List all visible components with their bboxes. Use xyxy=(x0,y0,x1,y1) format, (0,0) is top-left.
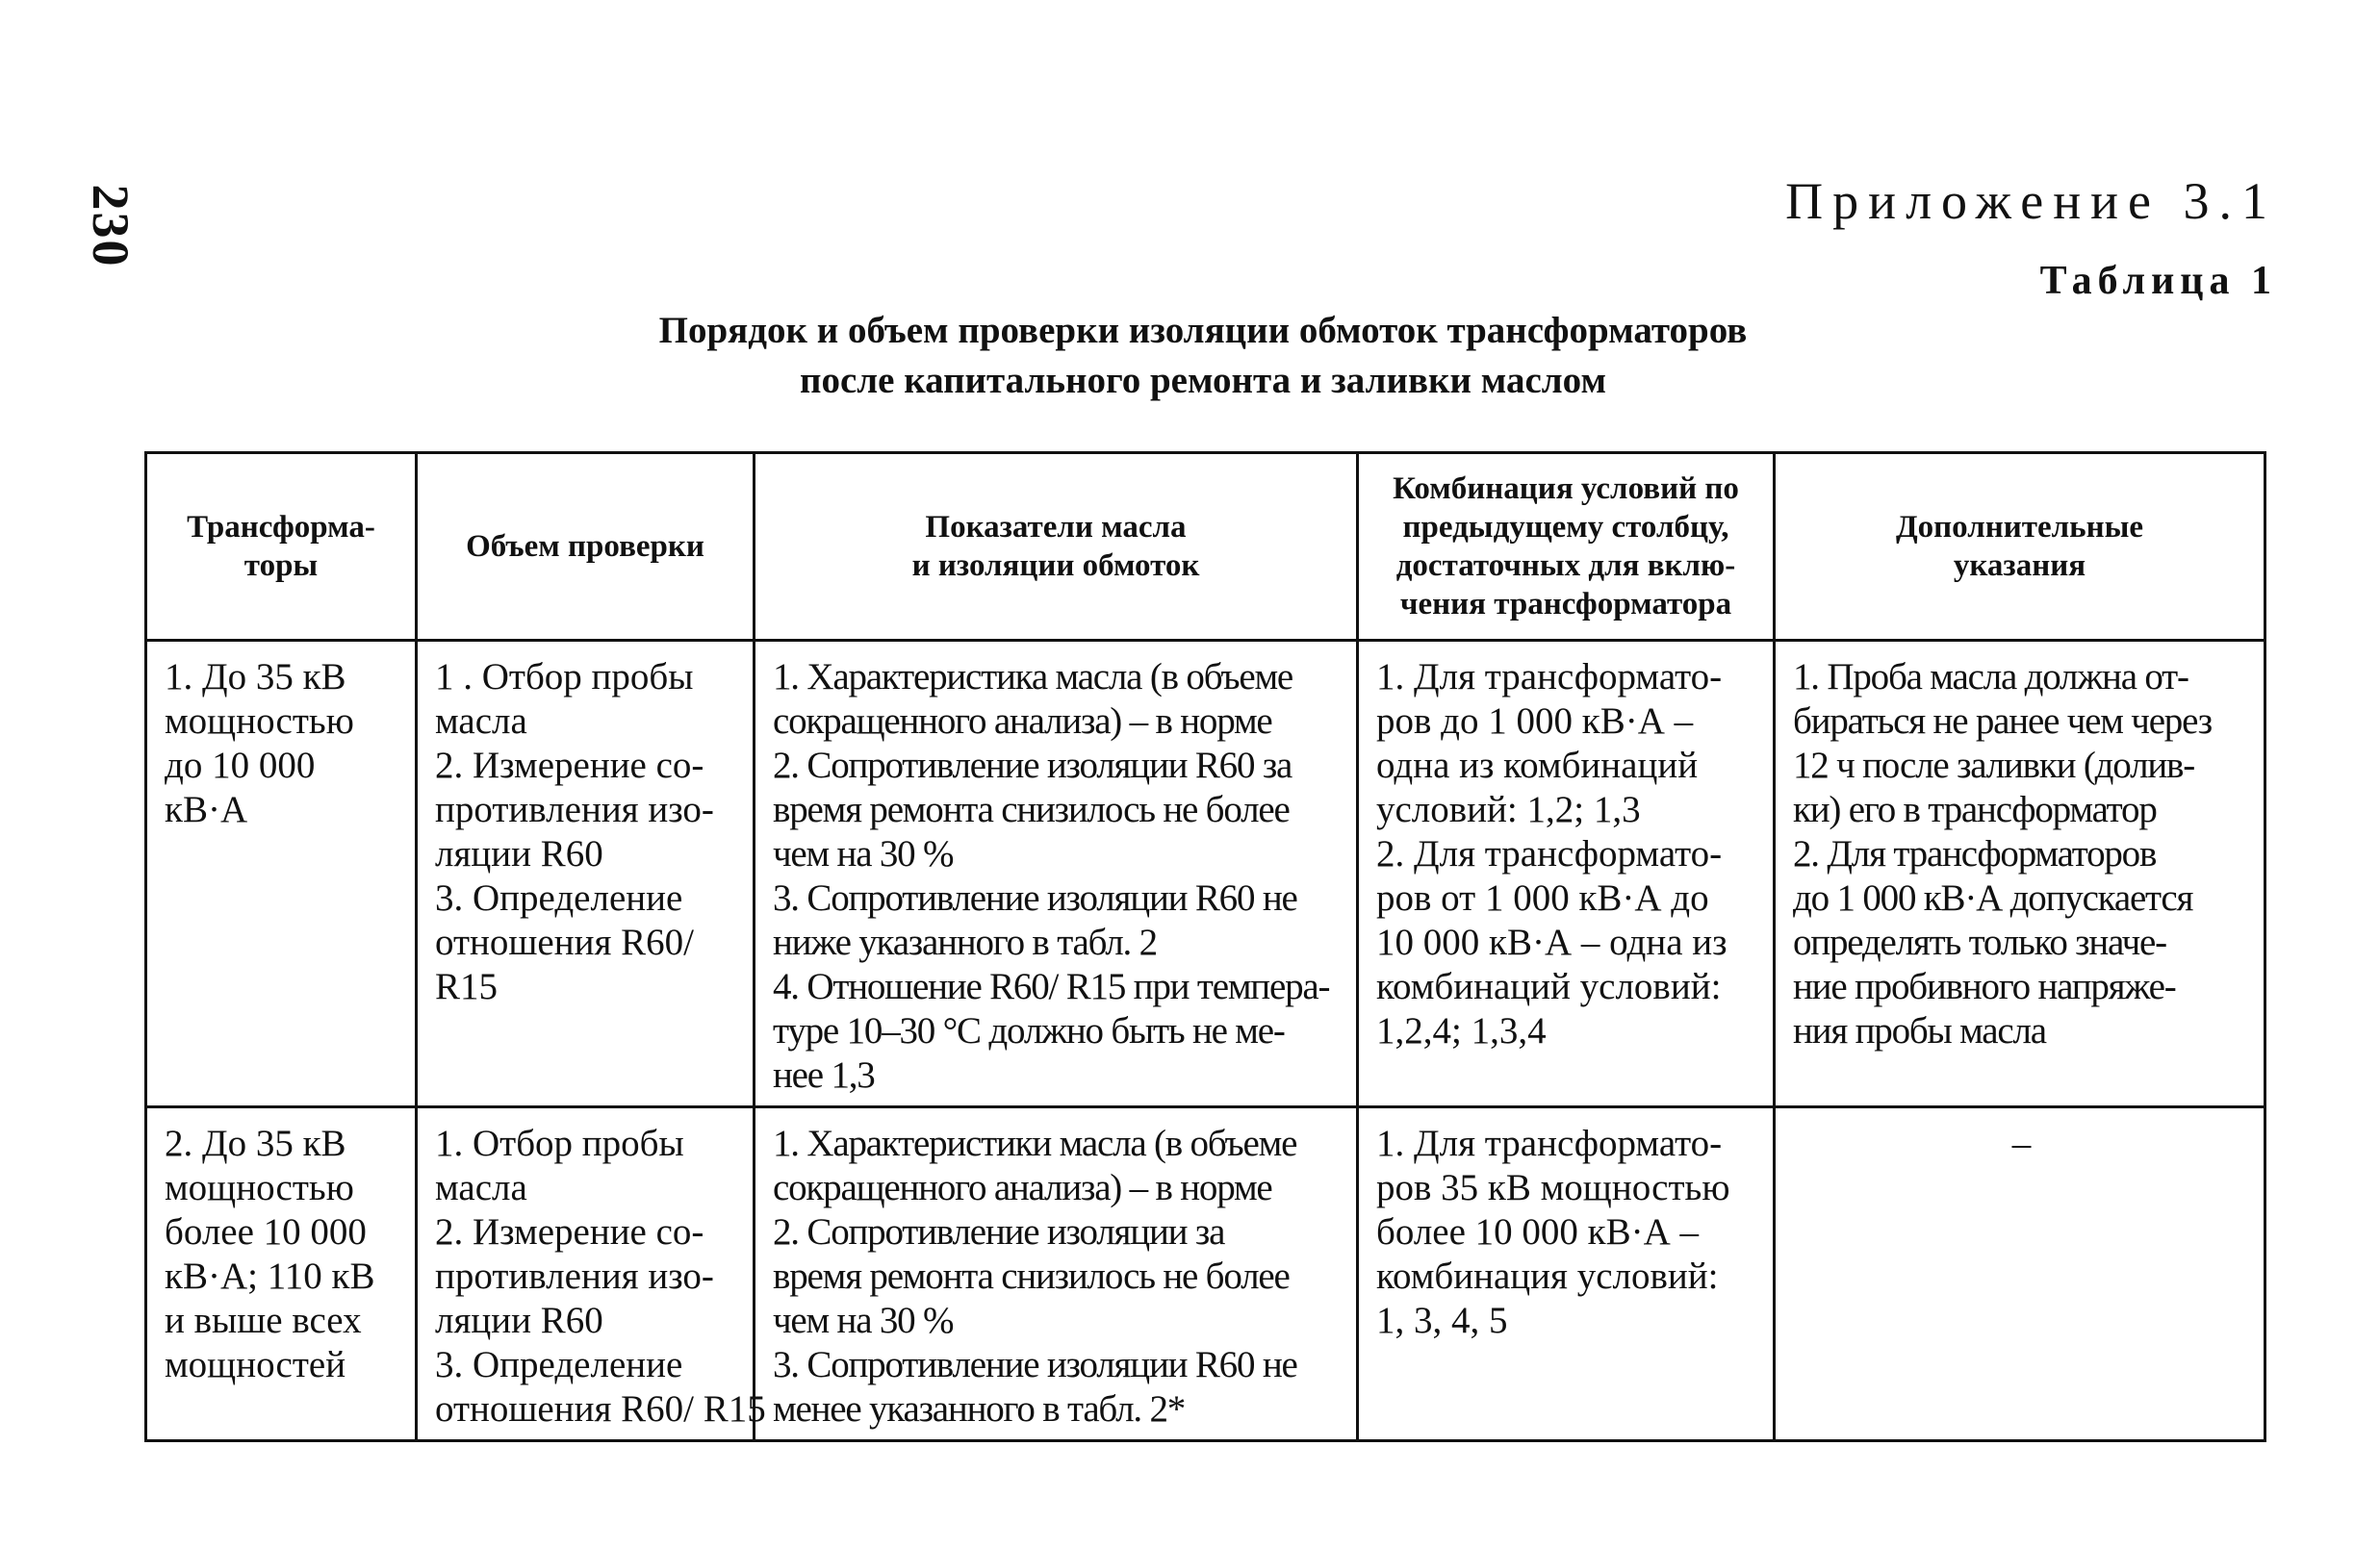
cell-line: сокращенного анализа) – в норме xyxy=(773,700,1272,742)
cell-line: ляции R60 xyxy=(435,1300,603,1341)
cell-line: 3. Сопротивление изоляции R60 не xyxy=(773,877,1297,919)
table-row xyxy=(146,641,2265,1107)
cell-line: ние пробивного напряже- xyxy=(1793,966,2176,1007)
cell-line: чем на 30 % xyxy=(773,1300,954,1341)
table-header-row xyxy=(146,453,2265,641)
cell-line: Показатели масла xyxy=(925,510,1187,545)
title-line: после капитального ремонта и заливки маслом xyxy=(799,360,1607,401)
cell-line: более 10 000 кВ·А – xyxy=(1376,1211,1700,1253)
cell-indicators xyxy=(755,641,1358,1107)
cell-line: ров 35 кВ мощностью xyxy=(1376,1167,1730,1208)
cell-line: 1. Для трансформато- xyxy=(1376,1123,1723,1164)
cell-line: 3. Определение xyxy=(435,1344,683,1385)
cell-line: определять только значе- xyxy=(1793,922,2166,963)
cell-line: достаточных для вклю- xyxy=(1395,548,1736,583)
cell-line: Комбинация условий по xyxy=(1393,471,1739,506)
cell-line: масла xyxy=(435,700,527,742)
cell-line: 1 . Отбор пробы xyxy=(435,656,694,698)
cell-line: противления изо- xyxy=(435,1256,714,1297)
cell-line: Трансформа- xyxy=(187,510,375,545)
appendix-label: Приложение 3.1 xyxy=(1785,172,2277,230)
cell-line: 2. Сопротивление изоляции за xyxy=(773,1211,1225,1253)
table-row xyxy=(146,1107,2265,1441)
cell-line: 2. Для трансформаторов xyxy=(1793,833,2157,875)
cell-line: время ремонта снизилось не более xyxy=(773,1256,1290,1297)
cell-line: кВ·А; 110 кВ xyxy=(165,1256,375,1297)
cell-line: 12 ч после заливки (долив- xyxy=(1793,745,2195,786)
cell-line: мощностью xyxy=(165,700,354,742)
cell-line: до 10 000 xyxy=(165,745,316,786)
cell-scope xyxy=(417,1107,766,1441)
cell-line: 2. Сопротивление изоляции R60 за xyxy=(773,745,1292,786)
cell-line: 3. Определение xyxy=(435,877,683,919)
cell-line: чения трансформатора xyxy=(1399,587,1732,622)
header-notes xyxy=(1775,453,2265,641)
cell-line: 1. Характеристика масла (в объеме xyxy=(773,656,1293,698)
cell-line: противления изо- xyxy=(435,789,714,830)
cell-combination xyxy=(1358,641,1775,1107)
cell-line: время ремонта снизилось не более xyxy=(773,789,1290,830)
cell-line: более 10 000 xyxy=(165,1211,367,1253)
cell-line: мощностью xyxy=(165,1167,354,1208)
cell-line: указания xyxy=(1953,548,2086,583)
table-label: Таблица 1 xyxy=(2039,259,2277,303)
cell-line: условий: 1,2; 1,3 xyxy=(1376,789,1641,830)
header-indicators xyxy=(755,453,1358,641)
cell-line: R15 xyxy=(435,966,499,1007)
cell-line: масла xyxy=(435,1167,527,1208)
cell-combination xyxy=(1358,1107,1775,1441)
cell-line: мощностей xyxy=(165,1344,346,1385)
cell-line: нее 1,3 xyxy=(773,1054,875,1096)
cell-line: 1. Отбор пробы xyxy=(435,1123,684,1164)
cell-line: ния пробы масла xyxy=(1793,1010,2046,1052)
cell-line: туре 10–30 °С должно быть не ме- xyxy=(773,1010,1285,1052)
cell-notes xyxy=(1775,1107,2265,1441)
cell-line: 1. Характеристики масла (в объеме xyxy=(773,1123,1297,1164)
cell-line: одна из комбинаций xyxy=(1376,745,1699,786)
cell-line: Дополнительные xyxy=(1895,510,2144,545)
cell-line: 2. Для трансформато- xyxy=(1376,833,1723,875)
cell-line: ров от 1 000 кВ·А до xyxy=(1376,877,1709,919)
cell-line: сокращенного анализа) – в норме xyxy=(773,1167,1272,1208)
cell-line: комбинаций условий: xyxy=(1376,966,1722,1007)
cell-transformers xyxy=(146,641,417,1107)
cell-line: 2. Измерение со- xyxy=(435,1211,704,1253)
cell-line: – xyxy=(2011,1123,2032,1164)
table-title xyxy=(144,306,2262,406)
cell-line: 4. Отношение R60/ R15 при темпера- xyxy=(773,966,1330,1007)
title-line: Порядок и объем проверки изоляции обмоток трансформаторов xyxy=(658,310,1748,351)
cell-line: и выше всех xyxy=(165,1300,362,1341)
cell-line: комбинация условий: xyxy=(1376,1256,1719,1297)
cell-indicators xyxy=(755,1107,1358,1441)
cell-scope xyxy=(417,641,755,1107)
cell-notes xyxy=(1775,641,2265,1107)
cell-line: 10 000 кВ·А – одна из xyxy=(1376,922,1727,963)
cell-line: кВ·А xyxy=(165,789,248,830)
cell-line: торы xyxy=(243,548,319,583)
header-transformers xyxy=(146,453,417,641)
page-number: 230 xyxy=(82,184,140,268)
cell-line: 2. До 35 кВ xyxy=(165,1123,346,1164)
cell-line: Объем проверки xyxy=(466,529,704,564)
cell-line: отношения R60/ xyxy=(435,922,695,963)
cell-line: предыдущему столбцу, xyxy=(1402,510,1729,545)
cell-line: чем на 30 % xyxy=(773,833,954,875)
cell-line: 1. Для трансформато- xyxy=(1376,656,1723,698)
cell-line: менее указанного в табл. 2* xyxy=(773,1388,1186,1430)
cell-line: 1. Проба масла должна от- xyxy=(1793,656,2188,698)
cell-line: 1. До 35 кВ xyxy=(165,656,346,698)
cell-line: 1,2,4; 1,3,4 xyxy=(1376,1010,1547,1052)
cell-line: и изоляции обмоток xyxy=(911,548,1200,583)
cell-transformers xyxy=(146,1107,417,1441)
header-scope xyxy=(417,453,755,641)
cell-line: ки) его в трансформатор xyxy=(1793,789,2157,830)
cell-line: ляции R60 xyxy=(435,833,603,875)
cell-line: бираться не ранее чем через xyxy=(1793,700,2212,742)
header-combination xyxy=(1358,453,1775,641)
cell-line: 1, 3, 4, 5 xyxy=(1376,1300,1508,1341)
cell-line: 2. Измерение со- xyxy=(435,745,704,786)
cell-line: ров до 1 000 кВ·А – xyxy=(1376,700,1694,742)
cell-line: до 1 000 кВ·А допускается xyxy=(1793,877,2193,919)
inspection-table xyxy=(144,451,2266,1442)
cell-line: отношения R60/ R15 xyxy=(435,1388,766,1430)
cell-line: 3. Сопротивление изоляции R60 не xyxy=(773,1344,1297,1385)
cell-line: ниже указанного в табл. 2 xyxy=(773,922,1157,963)
